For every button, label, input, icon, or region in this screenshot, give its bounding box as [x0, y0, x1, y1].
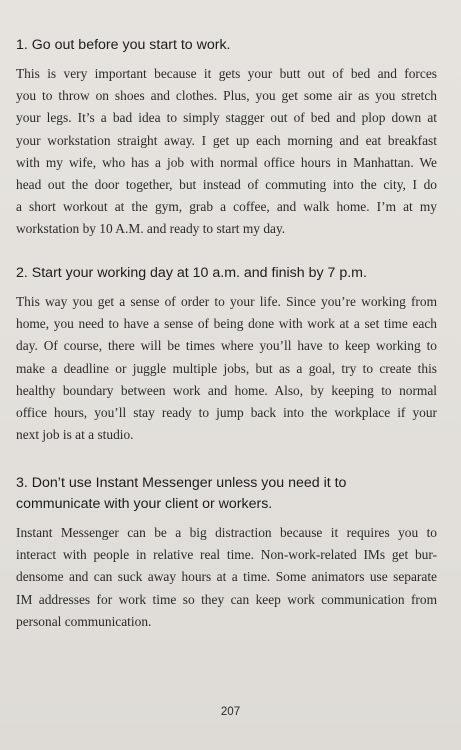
page-number: 207	[220, 706, 241, 718]
text-line: workstation by 10 A.M. and ready to start my day.	[16, 221, 286, 237]
text-line: interact with people in relative real time. Non-work-related IMs get bur-	[16, 547, 437, 563]
section-2-paragraph	[16, 291, 437, 446]
text-line: your workstation straight away. I get up each morning and eat breakfast	[16, 132, 437, 148]
text-line: next job is at a studio.	[16, 427, 134, 443]
heading-line: 3. Don’t use Instant Messenger unless you need it to	[16, 475, 347, 491]
text-line: This way you get a sense of order to your life. Since you’re working from	[16, 294, 437, 309]
text-line: densome and can suck away hours at a time. Some animators use separate	[16, 569, 437, 585]
text-line: a short workout at the gym, grab a coffee, and walk home. I’m at my	[16, 199, 437, 215]
text-line: healthy boundary between work and home. Also, by keeping to normal	[16, 382, 437, 398]
text-line: home, you need to have a sense of being done with work at a set time each	[16, 316, 437, 332]
heading-line: communicate with your client or workers.	[16, 496, 273, 512]
text-line: your legs. It’s a bad idea to simply stagger out of bed and plop down at	[16, 110, 437, 126]
section-3-paragraph	[16, 522, 437, 633]
section-2-heading: 2. Start your working day at 10 a.m. and finish by 7 p.m.	[16, 265, 367, 281]
text-line: Instant Messenger can be a big distraction because it requires you to	[16, 525, 437, 540]
section-3-heading	[16, 473, 436, 515]
text-line: IM addresses for work time so they can keep work communication from	[16, 591, 437, 607]
section-1-heading: 1. Go out before you start to work.	[16, 37, 231, 53]
text-line: This is very important because it gets your butt out of bed and forces	[16, 66, 437, 81]
section-1-paragraph	[16, 63, 437, 241]
text-line: you to throw on shoes and clothes. Plus, you get some air as you stretch	[16, 88, 437, 104]
text-line: head out the door together, but instead of commuting into the city, I do	[16, 177, 437, 193]
text-line: day. Of course, there will be times where you’ll have to keep working to	[16, 338, 437, 354]
text-line: make a deadline or juggle multiple jobs, but as a goal, try to create this	[16, 360, 437, 376]
text-line: office hours, you’ll stay ready to jump back into the workplace if your	[16, 405, 437, 421]
text-line: with my wife, who has a job with normal office hours in Manhattan. We	[16, 154, 437, 170]
text-line: personal communication.	[16, 613, 152, 629]
